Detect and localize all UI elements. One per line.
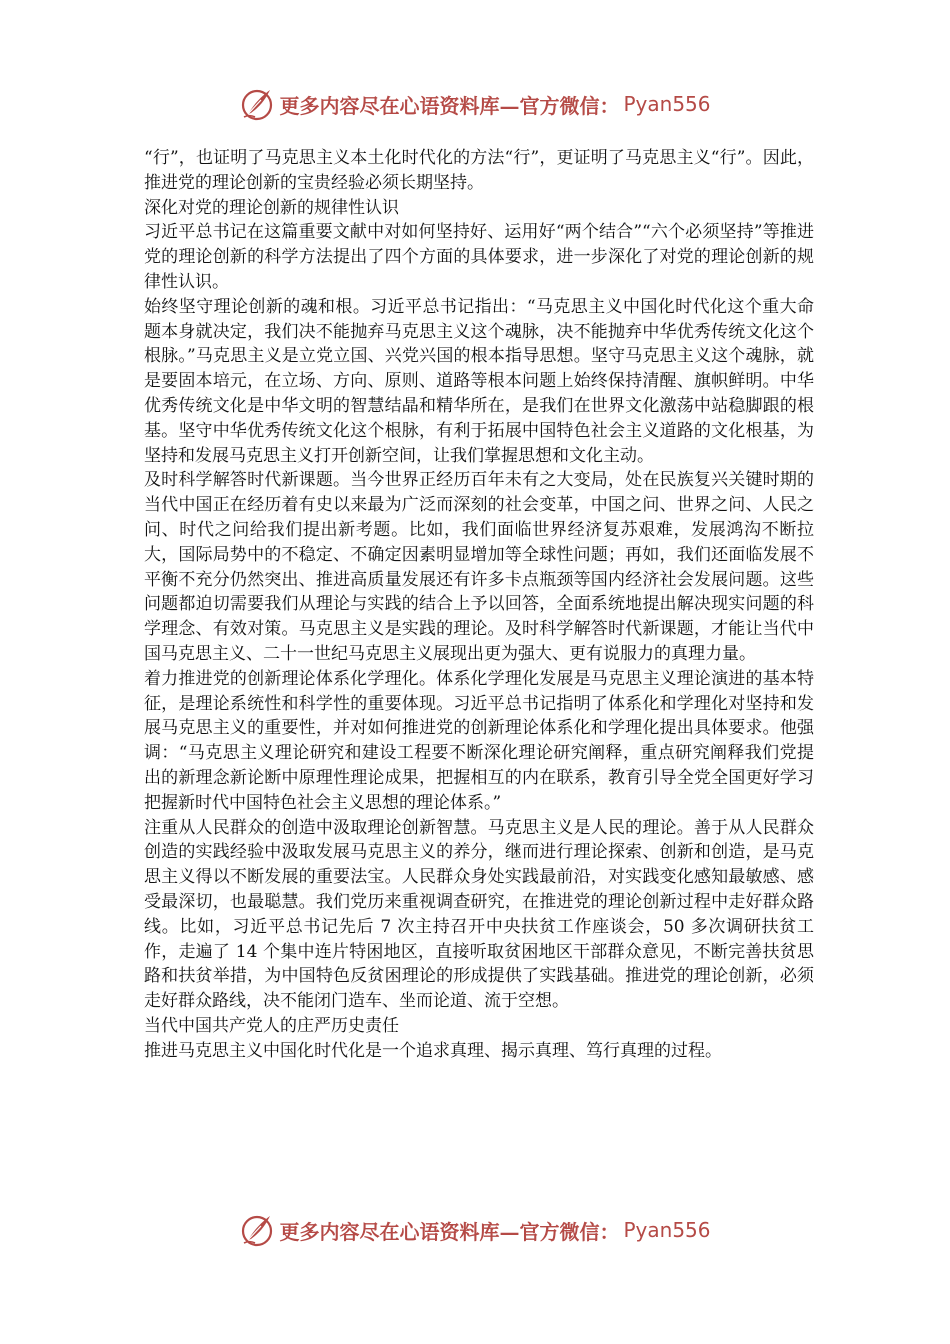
banner-wechat-id: Pyan556 [623, 92, 711, 116]
banner-wechat-id: Pyan556 [623, 1218, 711, 1242]
header-watermark-banner [0, 84, 950, 124]
document-body [144, 146, 814, 1063]
banner-label: 更多内容尽在心语资料库—官方微信： [279, 93, 620, 118]
paragraph: 习近平总书记在这篇重要文献中对如何坚持好、运用好“两个结合”“六个必须坚持”等推进党的理论创新的科学方法提出了四个方面的具体要求，进一步深化了对党的理论创新的规律性认识。 [144, 222, 814, 292]
paragraph: 着力推进党的创新理论体系化学理化。体系化学理化发展是马克思主义理论演进的基本特征，是理论系统性和科学性的重要体现。习近平总书记指明了体系化和学理化对坚持和发展马克思主义的重要性，并对如何推进党的创新理论体系化和学理化提出具体要求。他强调：“马克思主义理论研究和建设工程要不断深化理论研究阐释，重点研究阐释我们党提出的新理念新论断中原理性理论成果，把握相互的内在联系，教育引导全党全国更好学习把握新时代中国特色社会主义思想的理论体系。” [144, 668, 814, 813]
banner-label: 更多内容尽在心语资料库—官方微信： [279, 1219, 620, 1244]
paragraph: 推进马克思主义中国化时代化是一个追求真理、揭示真理、笃行真理的过程。 [144, 1040, 722, 1061]
section-heading: 当代中国共产党人的庄严历史责任 [144, 1015, 399, 1036]
paragraph: 及时科学解答时代新课题。当今世界正经历百年未有之大变局，处在民族复兴关键时期的当代中国正在经历着有史以来最为广泛而深刻的社会变革，中国之问、世界之问、人民之问、时代之问给我们提出新考题。比如，我们面临世界经济复苏艰难，发展鸿沟不断拉大，国际局势中的不稳定、不确定因素明显增加等全球性问题；再如，我们还面临发展不平衡不充分仍然突出、推进高质量发展还有许多卡点瓶颈等国内经济社会发展问题。这些问题都迫切需要我们从理论与实践的结合上予以回答，全面系统地提出解决现实问题的科学理念、有效对策。马克思主义是实践的理论。及时科学解答时代新课题，才能让当代中国马克思主义、二十一世纪马克思主义展现出更为强大、更有说服力的真理力量。 [144, 470, 814, 664]
section-heading: 深化对党的理论创新的规律性认识 [144, 197, 399, 218]
paragraph: “行”，也证明了马克思主义本土化时代化的方法“行”，更证明了马克思主义“行”。因此，推进党的理论创新的宝贵经验必须长期坚持。 [144, 148, 814, 193]
paragraph: 注重从人民群众的创造中汲取理论创新智慧。马克思主义是人民的理论。善于从人民群众创造的实践经验中汲取发展马克思主义的养分，继而进行理论探索、创新和创造，是马克思主义得以不断发展的重要法宝。人民群众身处实践最前沿，对实践变化感知最敏感、感受最深切，也最聪慧。我们党历来重视调查研究，在推进党的理论创新过程中走好群众路线。比如，习近平总书记先后 7 次主持召开中央扶贫工作座谈会，50 多次调研扶贫工作，走遍了 14 个集中连片特困地区，直接听取贫困地区干部群众意见，不断完善扶贫思路和扶贫举措，为中国特色反贫困理论的形成提供了实践基础。推进党的理论创新，必须走好群众路线，决不能闭门造车、坐而论道、流于空想。 [144, 817, 814, 1012]
footer-watermark-banner [0, 1210, 950, 1250]
feather-quill-logo-icon [239, 1212, 275, 1248]
feather-quill-logo-icon [239, 86, 275, 122]
paragraph: 始终坚守理论创新的魂和根。习近平总书记指出：“马克思主义中国化时代化这个重大命题本身就决定，我们决不能抛弃马克思主义这个魂脉，决不能抛弃中华优秀传统文化这个根脉。”马克思主义是立党立国、兴党兴国的根本指导思想。坚守马克思主义这个魂脉，就是要固本培元，在立场、方向、原则、道路等根本问题上始终保持清醒、旗帜鲜明。中华优秀传统文化是中华文明的智慧结晶和精华所在，是我们在世界文化激荡中站稳脚跟的根基。坚守中华优秀传统文化这个根脉，有利于拓展中国特色社会主义道路的文化根基，为坚持和发展马克思主义打开创新空间，让我们掌握思想和文化主动。 [144, 296, 814, 466]
